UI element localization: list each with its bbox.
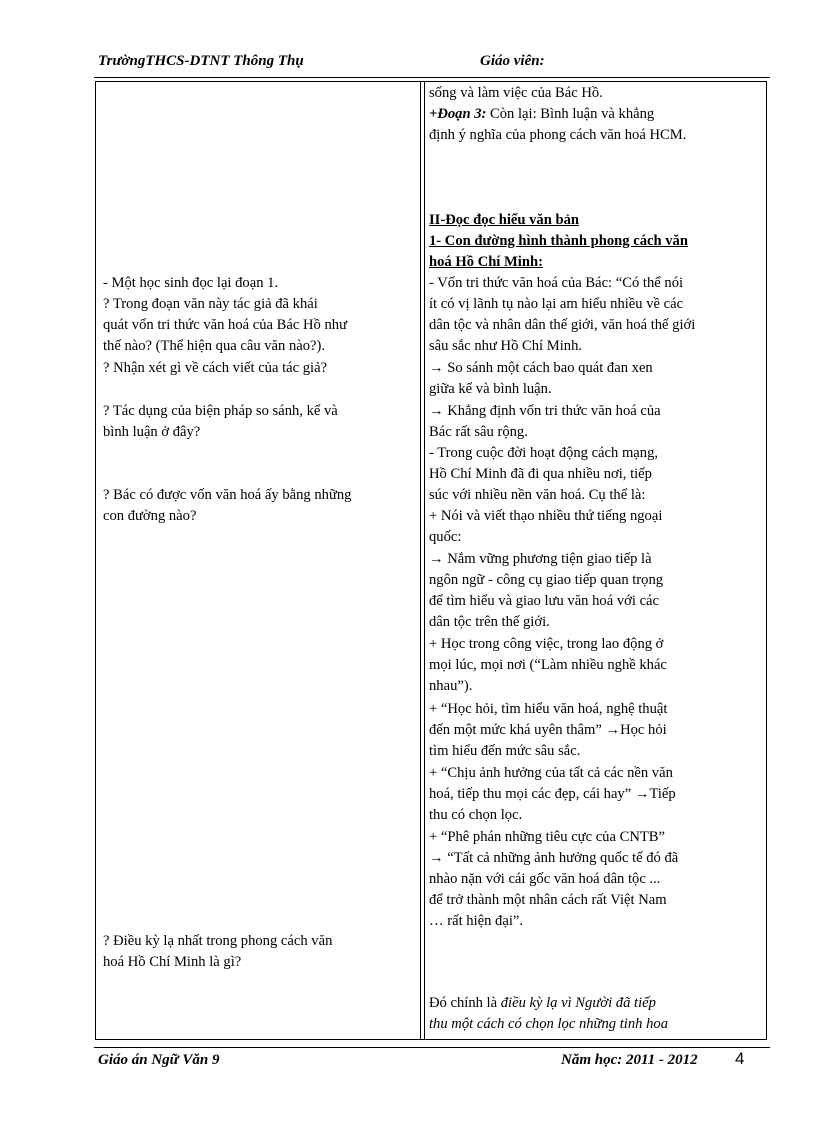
left-line: hoá Hồ Chí Minh là gì? (103, 954, 242, 970)
right-line: … rất hiện đại”. (429, 913, 524, 929)
right-line: → Nắm vững phương tiện giao tiếp là (429, 551, 652, 567)
right-line: để tìm hiểu và giao lưu văn hoá với các (429, 593, 660, 609)
left-line: bình luận ở đây? (103, 424, 201, 440)
right-line: Hồ Chí Minh đã đi qua nhiều nơi, tiếp (429, 466, 652, 482)
doan-3-line (429, 104, 654, 125)
right-line: giữa kể và bình luận. (429, 381, 552, 397)
right-line: định ý nghĩa của phong cách văn hoá HCM. (429, 127, 687, 143)
right-line: dân tộc và nhân dân thế giới, văn hoá thế giới (429, 317, 696, 333)
section-heading: II-Đọc đọc hiểu văn bản (429, 212, 580, 228)
header-rule (94, 77, 770, 78)
column-divider-double (424, 82, 425, 1039)
teacher-label: Giáo viên: (480, 53, 545, 69)
footer-rule (94, 1047, 770, 1048)
left-line: quát vốn tri thức văn hoá của Bác Hồ như (103, 317, 347, 333)
left-line: ? Tác dụng của biện pháp so sánh, kể và (103, 403, 338, 419)
left-line: thế nào? (Thể hiện qua câu văn nào?). (103, 338, 326, 354)
subsection-heading: 1- Con đường hình thành phong cách văn (429, 233, 688, 249)
right-line: hoá, tiếp thu mọi các đẹp, cái hay” →Tiếp (429, 786, 676, 802)
right-line: → “Tất cả những ảnh hưởng quốc tế đó đã (429, 850, 679, 866)
lesson-table (95, 81, 767, 1040)
right-line: để trở thành một nhân cách rất Việt Nam (429, 892, 667, 908)
right-line: + “Học hỏi, tìm hiểu văn hoá, nghệ thuật (429, 701, 668, 717)
left-line: - Một học sinh đọc lại đoạn 1. (103, 275, 279, 291)
right-line: mọi lúc, mọi nơi (“Làm nhiều nghề khác (429, 657, 667, 673)
right-line: tìm hiểu đến mức sâu sắc. (429, 743, 581, 759)
left-line: ? Trong đoạn văn này tác giả đã khái (103, 296, 318, 312)
right-line: ngôn ngữ - công cụ giao tiếp quan trọng (429, 572, 664, 588)
right-line: nhau”). (429, 678, 473, 694)
right-line: + “Phê phán những tiêu cực của CNTB” (429, 829, 666, 845)
right-line: Bác rất sâu rộng. (429, 424, 528, 440)
right-line: → So sánh một cách bao quát đan xen (429, 360, 653, 376)
right-line: → Khẳng định vốn tri thức văn hoá của (429, 403, 661, 419)
page-footer (98, 1052, 748, 1076)
right-line: nhào nặn với cái gốc văn hoá dân tộc ... (429, 871, 661, 887)
right-line: + “Chịu ảnh hưởng của tất cả các nền văn (429, 765, 673, 781)
right-line: + Học trong công việc, trong lao động ở (429, 636, 664, 652)
subsection-heading-cont: hoá Hồ Chí Minh: (429, 254, 543, 270)
page-header (98, 53, 778, 75)
left-line: ? Bác có được vốn văn hoá ấy bằng những (103, 487, 352, 503)
right-line: + Nói và viết thạo nhiều thứ tiếng ngoại (429, 508, 663, 524)
left-line: ? Điều kỳ lạ nhất trong phong cách văn (103, 933, 333, 949)
right-line: đến một mức khá uyên thâm” →Học hỏi (429, 722, 667, 738)
doan-3-text: Còn lại: Bình luận và khẳng (486, 106, 655, 122)
right-line: - Vốn tri thức văn hoá của Bác: “Có thể nói (429, 275, 684, 291)
right-line: súc với nhiều nền văn hoá. Cụ thể là: (429, 487, 646, 503)
right-line: thu có chọn lọc. (429, 807, 523, 823)
lesson-plan-title: Giáo án Ngữ Văn 9 (98, 1052, 220, 1068)
school-year: Năm học: 2011 - 2012 (561, 1052, 698, 1068)
conclusion-line-2: thu một cách có chọn lọc những tinh hoa (429, 1016, 668, 1032)
doan-3-label: +Đoạn 3: (429, 106, 487, 122)
conclusion-line (429, 993, 656, 1014)
left-line: con đường nào? (103, 508, 197, 524)
page-number: 4 (735, 1049, 745, 1068)
right-line: - Trong cuộc đời hoạt động cách mạng, (429, 445, 659, 461)
conclusion-italic: điều kỳ lạ vì Người đã tiếp (500, 995, 656, 1011)
right-line: dân tộc trên thế giới. (429, 614, 550, 630)
conclusion-prefix: Đó chính là (429, 995, 501, 1011)
school-name: TrườngTHCS-DTNT Thông Thụ (98, 53, 304, 69)
column-divider (420, 82, 421, 1039)
right-line: sống và làm việc của Bác Hồ. (429, 85, 603, 101)
right-line: quốc: (429, 529, 462, 545)
left-line: ? Nhận xét gì về cách viết của tác giả? (103, 360, 328, 376)
right-line: sâu sắc như Hồ Chí Minh. (429, 338, 583, 354)
right-line: ít có vị lãnh tụ nào lại am hiểu nhiều về các (429, 296, 684, 312)
